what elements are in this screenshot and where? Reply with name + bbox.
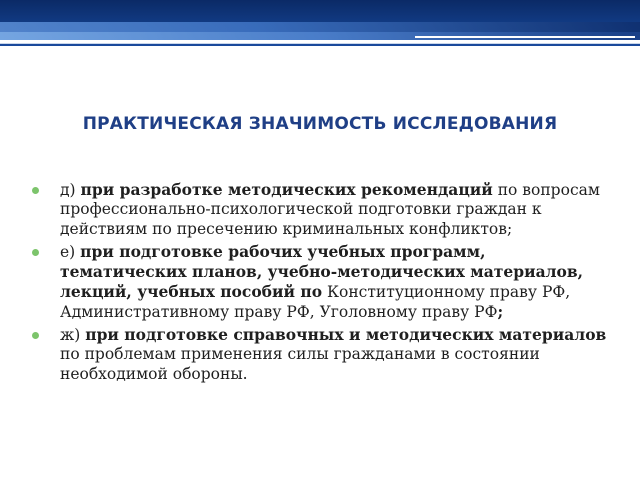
bullet-item-d — [28, 180, 608, 239]
bullet-prefix: д) — [60, 181, 81, 199]
bullet-list — [28, 180, 608, 384]
header-stripe — [0, 22, 640, 32]
slide-title: ПРАКТИЧЕСКАЯ ЗНАЧИМОСТЬ ИССЛЕДОВАНИЯ — [82, 114, 558, 134]
bullet-icon — [32, 249, 39, 256]
bullet-text: по вопросам профессионально-психологической подготовки граждан к действиям по пресечению криминальных конфликтов; — [60, 181, 600, 238]
bullet-bold-text: при подготовке справочных и методических материалов — [85, 325, 607, 344]
bullet-item-e — [28, 242, 608, 322]
bullet-prefix: е) — [60, 243, 81, 261]
bullet-bold-text: при подготовке рабочих учебных программ, тематических планов, учебно-методических материалов, лекций, учебных пособий по — [60, 242, 584, 301]
bullet-icon — [32, 332, 39, 339]
header-divider-thin — [0, 43, 640, 44]
bullet-tail: ; — [497, 302, 504, 321]
slide-content — [28, 180, 608, 387]
bullet-bold-text: при разработке методических рекомендаций — [80, 180, 493, 199]
bullet-text: Конституционному праву РФ, Административному праву РФ, Уголовному праву РФ — [60, 283, 571, 321]
bullet-text: по проблемам применения силы гражданами в состоянии необходимой обороны. — [60, 345, 540, 383]
bullet-item-zh — [28, 325, 608, 384]
bullet-prefix: ж) — [60, 326, 86, 344]
bullet-icon — [32, 187, 39, 194]
header-accent-line — [415, 36, 635, 38]
